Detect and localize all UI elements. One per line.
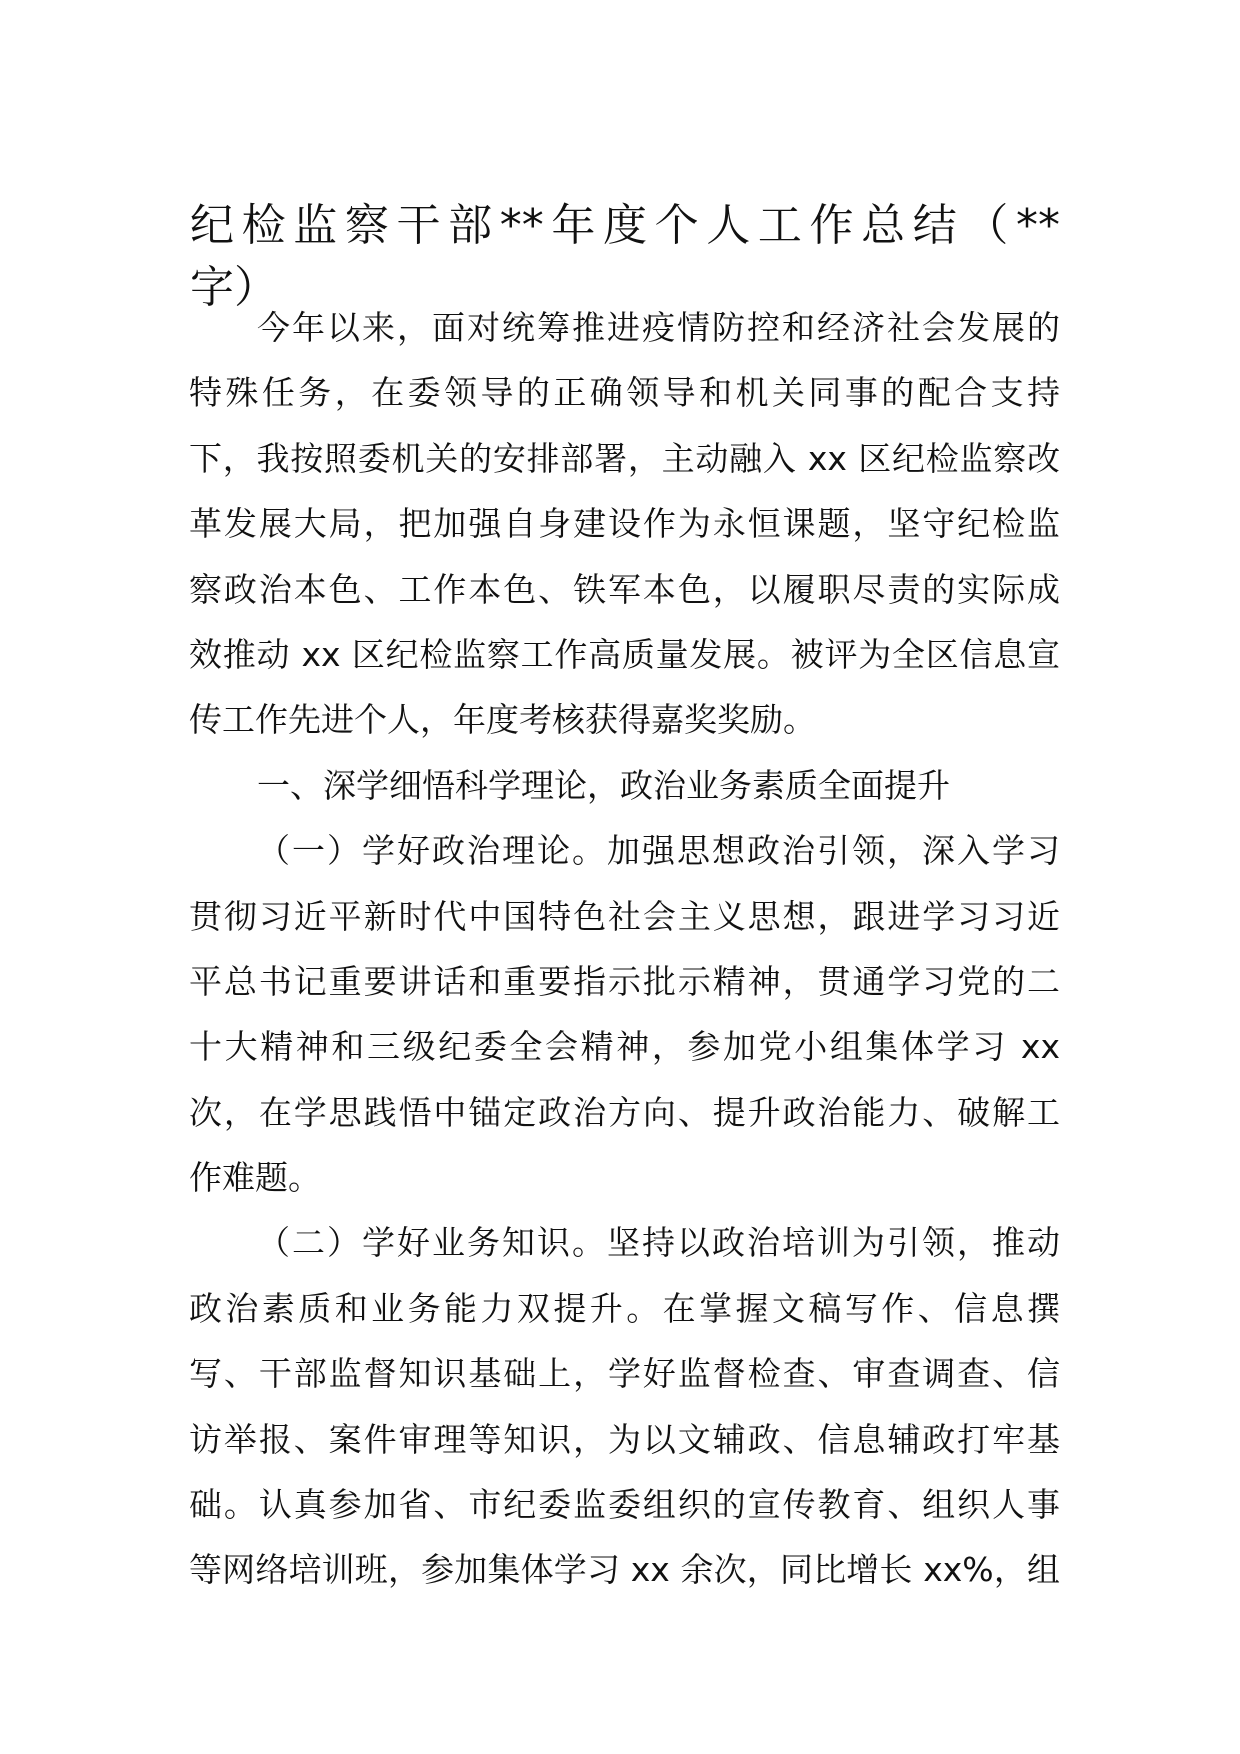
text-line: 今年以来，面对统筹推进疫情防控和经济社会发展的 bbox=[257, 308, 1060, 347]
text-line: 次，在学思践悟中锚定政治方向、提升政治能力、破解工 bbox=[189, 1092, 1060, 1132]
text-line: 一、深学细悟科学理论，政治业务素质全面提升 bbox=[257, 765, 950, 805]
text-line: 平总书记重要讲话和重要指示批示精神，贯通学习党的二 bbox=[189, 961, 1060, 1001]
paragraph bbox=[189, 295, 1060, 753]
text-line: 效推动 xx 区纪检监察工作高质量发展。被评为全区信息宣 bbox=[189, 634, 1060, 674]
text-line: 特殊任务，在委领导的正确领导和机关同事的配合支持 bbox=[189, 373, 1060, 413]
text-line: （一）学好政治理论。加强思想政治引领，深入学习 bbox=[257, 831, 1060, 871]
text-line: 传工作先进个人，年度考核获得嘉奖奖励。 bbox=[189, 700, 816, 740]
title-line: 字） bbox=[190, 262, 278, 313]
text-line: 作难题。 bbox=[189, 1158, 321, 1198]
document-body bbox=[189, 295, 1060, 1603]
text-line: 写、干部监督知识基础上，学好监督检查、审查调查、信 bbox=[189, 1354, 1060, 1394]
paragraph bbox=[189, 1210, 1060, 1602]
text-line: 十大精神和三级纪委全会精神，参加党小组集体学习 xx bbox=[189, 1027, 1060, 1067]
paragraph bbox=[189, 818, 1060, 1210]
text-line: 访举报、案件审理等知识，为以文辅政、信息辅政打牢基 bbox=[189, 1419, 1060, 1459]
text-line: 革发展大局，把加强自身建设作为永恒课题，坚守纪检监 bbox=[189, 504, 1060, 544]
text-line: 政治素质和业务能力双提升。在掌握文稿写作、信息撰 bbox=[189, 1288, 1060, 1328]
text-line: 察政治本色、工作本色、铁军本色，以履职尽责的实际成 bbox=[189, 569, 1060, 609]
text-line: （二）学好业务知识。坚持以政治培训为引领，推动 bbox=[257, 1223, 1060, 1263]
title-line: 纪检监察干部**年度个人工作总结（** bbox=[190, 200, 1060, 251]
text-line: 贯彻习近平新时代中国特色社会主义思想，跟进学习习近 bbox=[189, 896, 1060, 936]
text-line: 等网络培训班，参加集体学习 xx 余次，同比增长 xx%，组 bbox=[189, 1550, 1060, 1590]
text-line: 础。认真参加省、市纪委监委组织的宣传教育、组织人事 bbox=[189, 1485, 1060, 1525]
text-line: 下，我按照委机关的安排部署，主动融入 xx 区纪检监察改 bbox=[189, 438, 1060, 478]
section-heading bbox=[189, 753, 1060, 818]
